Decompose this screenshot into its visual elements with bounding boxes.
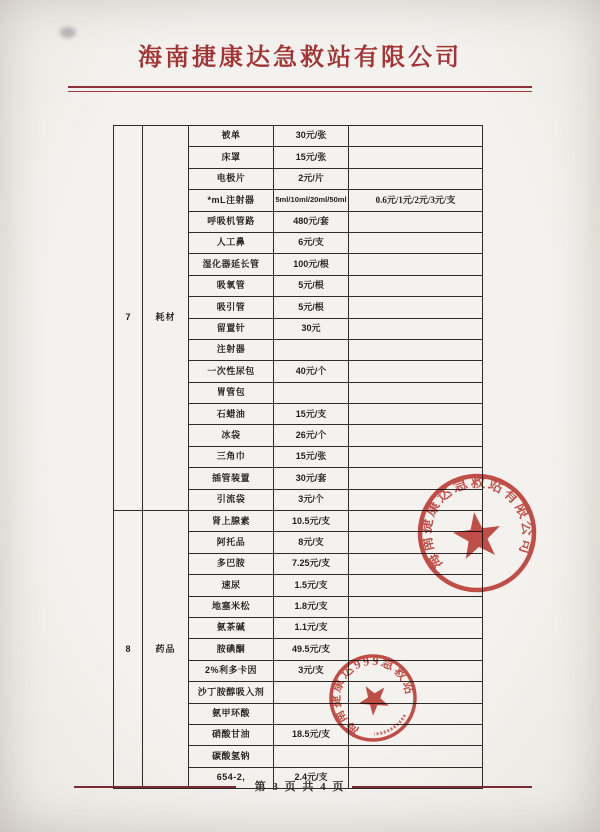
item-price-cell: 15元/张 <box>274 446 349 467</box>
item-name-cell: 呼吸机管路 <box>189 211 274 232</box>
company-seal-stamp <box>407 463 547 603</box>
item-name-cell: 湿化器延长管 <box>189 254 274 275</box>
item-note-cell <box>349 275 483 296</box>
item-name-cell: 氨甲环酸 <box>189 703 274 724</box>
item-note-cell <box>349 147 483 168</box>
item-price-cell: 30元/套 <box>274 468 349 489</box>
item-note-cell <box>349 297 483 318</box>
footer-rule-right <box>352 786 532 788</box>
item-name-cell: 吸氧管 <box>189 275 274 296</box>
item-name-cell: 石蜡油 <box>189 404 274 425</box>
item-price-cell: 480元/套 <box>274 211 349 232</box>
item-price-cell: 30元/张 <box>274 126 349 147</box>
item-name-cell: 速尿 <box>189 575 274 596</box>
section-number: 8 <box>114 511 143 789</box>
table-row <box>114 126 483 147</box>
item-price-cell: 1.1元/支 <box>274 617 349 638</box>
item-name-cell: 注射器 <box>189 339 274 360</box>
item-name-cell: 胃管包 <box>189 382 274 403</box>
item-price-cell: 3元/支 <box>274 660 349 681</box>
item-name-cell: 阿托品 <box>189 532 274 553</box>
header-rule <box>68 86 532 92</box>
item-name-cell: 吸引管 <box>189 297 274 318</box>
item-price-cell <box>274 382 349 403</box>
item-price-cell: 18.5元/支 <box>274 724 349 745</box>
star-icon <box>353 678 394 719</box>
item-note-cell: 0.6元/1元/2元/3元/支 <box>349 190 483 211</box>
item-price-cell: 26元/个 <box>274 425 349 446</box>
item-note-cell <box>349 168 483 189</box>
item-note-cell <box>349 617 483 638</box>
item-price-cell: 6元/支 <box>274 232 349 253</box>
item-name-cell: 被单 <box>189 126 274 147</box>
item-name-cell: 三角巾 <box>189 446 274 467</box>
item-price-cell: 2.4元/支 <box>274 767 349 788</box>
section-category: 药品 <box>143 511 189 789</box>
star-icon <box>451 509 504 560</box>
item-name-cell: 地塞米松 <box>189 596 274 617</box>
item-price-cell: 49.5元/支 <box>274 639 349 660</box>
item-price-cell: 5元/根 <box>274 297 349 318</box>
item-price-cell: 15元/支 <box>274 404 349 425</box>
item-price-cell: 15元/张 <box>274 147 349 168</box>
section-category: 耗材 <box>143 126 189 511</box>
section-number: 7 <box>114 126 143 511</box>
item-note-cell <box>349 318 483 339</box>
item-name-cell: 肾上腺素 <box>189 511 274 532</box>
item-note-cell <box>349 232 483 253</box>
item-name-cell: 多巴胺 <box>189 553 274 574</box>
item-name-cell: 冰袋 <box>189 425 274 446</box>
item-name-cell: 电极片 <box>189 168 274 189</box>
item-name-cell: 硝酸甘油 <box>189 724 274 745</box>
item-price-cell: 2元/片 <box>274 168 349 189</box>
item-price-cell: 10.5元/支 <box>274 511 349 532</box>
item-price-cell: 1.8元/支 <box>274 596 349 617</box>
item-note-cell <box>349 361 483 382</box>
item-name-cell: 床罩 <box>189 147 274 168</box>
seal-ring-text: 海南捷康达急救站有限公司 <box>418 474 536 572</box>
item-name-cell: 一次性尿包 <box>189 361 274 382</box>
item-price-cell: 30元 <box>274 318 349 339</box>
item-price-cell: 100元/根 <box>274 254 349 275</box>
item-name-cell: 654-2, <box>189 767 274 788</box>
page-number: 第 3 页 共 4 页 <box>254 781 346 793</box>
item-note-cell <box>349 425 483 446</box>
item-note-cell <box>349 254 483 275</box>
item-name-cell: 2%利多卡因 <box>189 660 274 681</box>
item-price-cell: 40元/个 <box>274 361 349 382</box>
item-note-cell <box>349 211 483 232</box>
item-price-cell <box>274 339 349 360</box>
item-name-cell: 胺碘酮 <box>189 639 274 660</box>
item-price-cell: 3元/个 <box>274 489 349 510</box>
item-name-cell: 留置针 <box>189 318 274 339</box>
item-note-cell <box>349 382 483 403</box>
item-name-cell: 引流袋 <box>189 489 274 510</box>
item-name-cell: 人工鼻 <box>189 232 274 253</box>
item-price-cell: 8元/支 <box>274 532 349 553</box>
item-note-cell <box>349 126 483 147</box>
page-title: 海南捷康达急救站有限公司 <box>138 45 462 71</box>
item-price-cell: 5ml/10ml/20ml/50ml <box>274 190 349 211</box>
item-price-cell: 7.25元/支 <box>274 553 349 574</box>
item-name-cell: 碳酸氢钠 <box>189 746 274 767</box>
item-name-cell: *mL注射器 <box>189 190 274 211</box>
item-price-cell: 1.5元/支 <box>274 575 349 596</box>
item-name-cell: 插管装置 <box>189 468 274 489</box>
item-note-cell <box>349 339 483 360</box>
item-price-cell: 5元/根 <box>274 275 349 296</box>
item-name-cell: 沙丁胺醇吸入剂 <box>189 682 274 703</box>
item-name-cell: 氨茶碱 <box>189 617 274 638</box>
seal-ring-text: 海南捷康达999急救站 <box>328 653 418 739</box>
seal-999-stamp <box>318 643 428 753</box>
item-note-cell <box>349 404 483 425</box>
